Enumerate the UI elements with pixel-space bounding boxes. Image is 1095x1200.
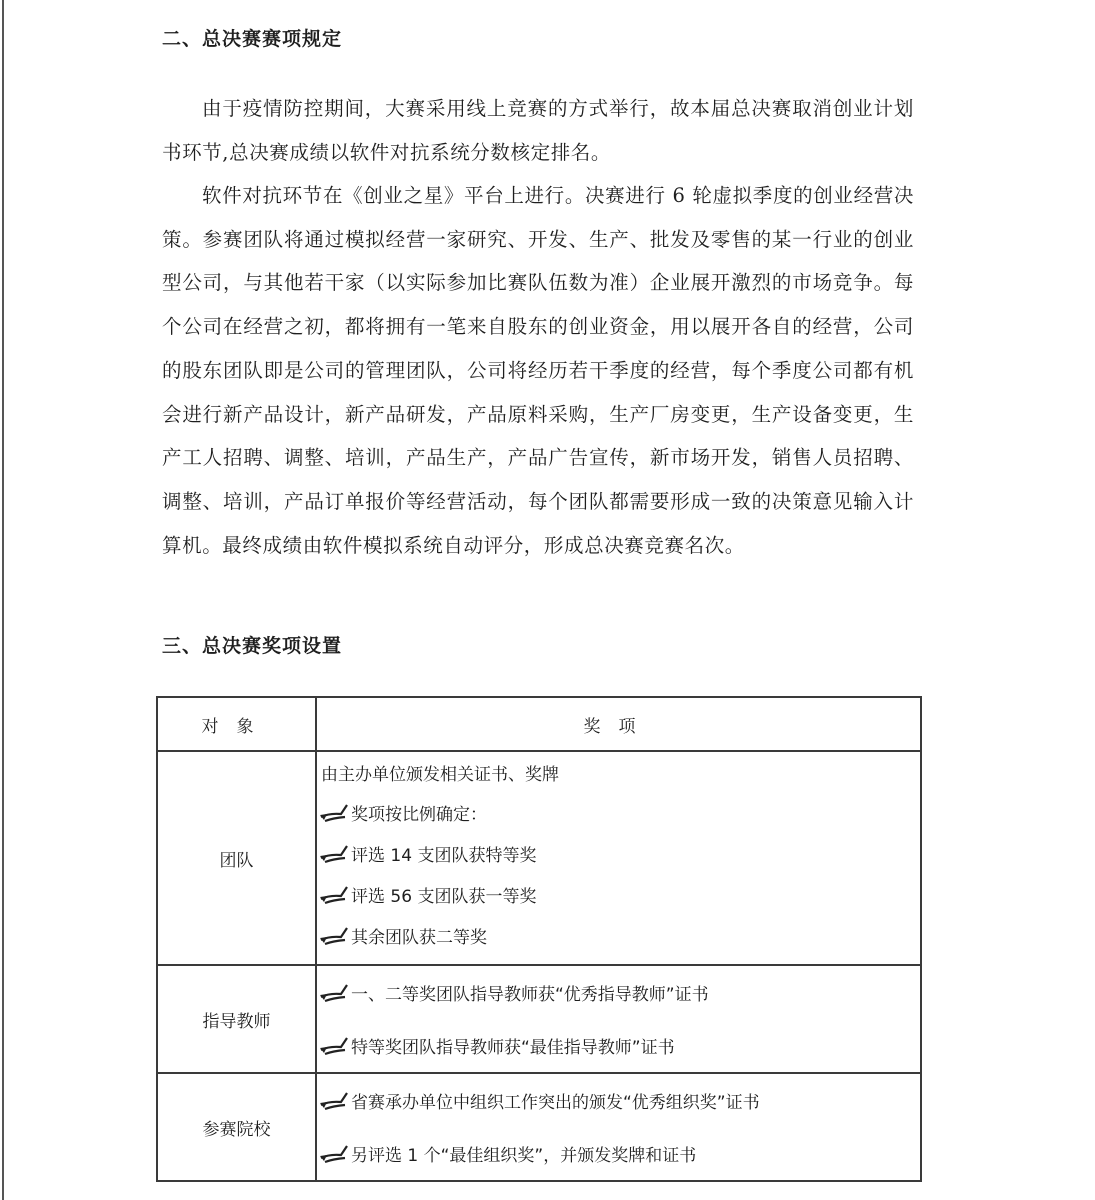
team-item-text: 奖项按比例确定：: [351, 805, 487, 825]
checkmark-arrow-icon: [319, 843, 349, 865]
list-item: [319, 915, 920, 956]
list-item: [319, 792, 920, 833]
checkmark-arrow-icon: [319, 1090, 349, 1112]
target-school: 参赛院校: [157, 1073, 316, 1181]
header-awards: 奖项: [316, 697, 921, 751]
team-item-text: 其余团队获二等奖: [351, 928, 487, 948]
checkmark-arrow-icon: [319, 982, 349, 1004]
list-item: [319, 1019, 920, 1072]
list-item: [319, 966, 920, 1019]
teacher-item-text: 一、二等奖团队指导教师获“优秀指导教师”证书: [351, 985, 709, 1005]
checkmark-arrow-icon: [319, 925, 349, 947]
list-item: [319, 874, 920, 915]
target-teacher: 指导教师: [157, 965, 316, 1073]
table-row-teacher: [157, 965, 921, 1073]
checkmark-arrow-icon: [319, 884, 349, 906]
section2-paragraph-1: 由于疫情防控期间，大赛采用线上竞赛的方式举行，故本届总决赛取消创业计划书环节,总决赛成绩以软件对抗系统分数核定排名。: [162, 97, 914, 164]
teacher-item-text: 特等奖团队指导教师获“最佳指导教师”证书: [351, 1038, 675, 1058]
list-item: [319, 1074, 920, 1127]
section3-heading: 三、总决赛奖项设置: [162, 635, 343, 657]
school-item-text: 省赛承办单位中组织工作突出的颁发“优秀组织奖”证书: [351, 1093, 760, 1113]
section2-heading: 二、总决赛赛项规定: [162, 28, 343, 50]
school-item-text: 另评选 1 个“最佳组织奖”，并颁发奖牌和证书: [351, 1146, 697, 1166]
table-row-team: [157, 751, 921, 965]
team-item-text: 评选 14 支团队获特等奖: [351, 846, 537, 866]
checkmark-arrow-icon: [319, 1143, 349, 1165]
checkmark-arrow-icon: [319, 1035, 349, 1057]
table-header-row: [157, 697, 921, 751]
header-target: 对象: [157, 697, 316, 751]
target-team: 团队: [157, 751, 316, 965]
awards-team: [316, 751, 921, 965]
awards-teacher: [316, 965, 921, 1073]
team-intro: 由主办单位颁发相关证书、奖牌: [321, 764, 559, 785]
awards-table: [156, 696, 922, 1182]
list-item: [319, 1127, 920, 1180]
checkmark-arrow-icon: [319, 802, 349, 824]
awards-school: [316, 1073, 921, 1181]
section2-paragraph-2: 软件对抗环节在《创业之星》平台上进行。决赛进行 6 轮虚拟季度的创业经营决策。参赛团队将通过模拟经营一家研究、开发、生产、批发及零售的某一行业的创业型公司，与其他若干家（以实际参加比赛队伍数为准）企业展开激烈的市场竞争。每个公司在经营之初，都将拥有一笔来自股东的创业资金，用以展开各自的经营，公司的股东团队即是公司的管理团队，公司将经历若干季度的经营，每个季度公司都有机会进行新产品设计，新产品研发，产品原料采购，生产厂房变更，生产设备变更，生产工人招聘、调整、培训，产品生产，产品广告宣传，新市场开发，销售人员招聘、调整、培训，产品订单报价等经营活动，每个团队都需要形成一致的决策意见输入计算机。最终成绩由软件模拟系统自动评分，形成总决赛竞赛名次。: [162, 184, 914, 557]
team-item-text: 评选 56 支团队获一等奖: [351, 887, 537, 907]
table-row-school: [157, 1073, 921, 1181]
list-item: [319, 833, 920, 874]
